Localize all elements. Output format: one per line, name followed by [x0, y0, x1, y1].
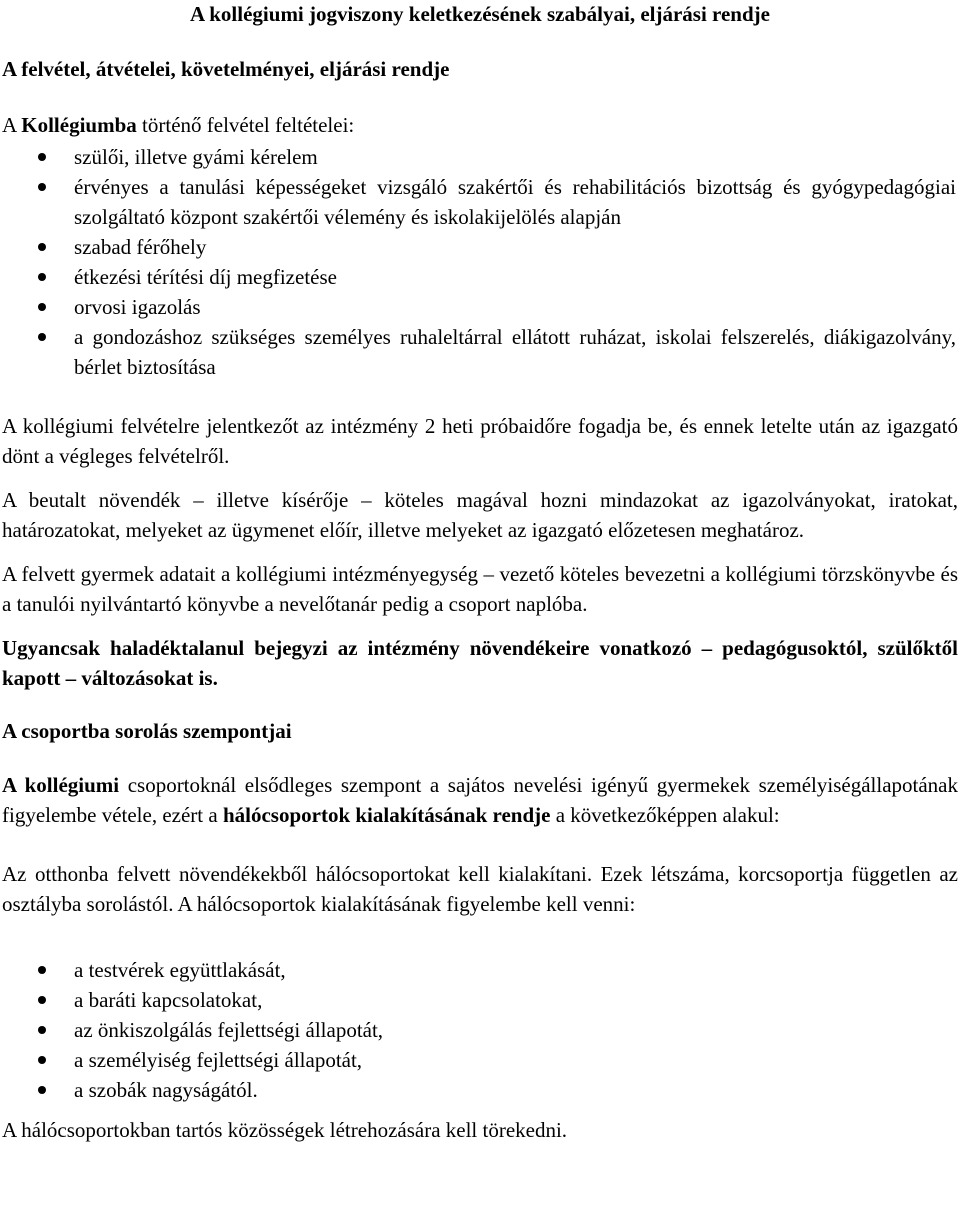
intro-suffix: történő felvétel feltételei: [136, 113, 355, 137]
bullet-icon [38, 303, 46, 311]
list-item [2, 262, 958, 292]
document-title: A kollégiumi jogviszony keletkezésének szabályai, eljárási rendje [190, 2, 770, 26]
bullet-icon [38, 966, 46, 974]
communities-paragraph: A hálócsoportokban tartós közösségek létrehozására kell törekedni. [2, 1118, 568, 1142]
list-item [2, 1015, 958, 1045]
list-item [2, 985, 958, 1015]
intro-prefix: A [2, 113, 22, 137]
list-item [2, 1045, 958, 1075]
bullet-icon [38, 183, 46, 191]
list-item [2, 955, 958, 985]
list-item-text: étkezési térítési díj megfizetése [74, 265, 337, 289]
section-heading-grouping: A csoportba sorolás szempontjai [2, 719, 292, 743]
list-item-text: a testvérek együttlakását, [74, 958, 286, 982]
list-item-text: a személyiség fejlettségi állapotát, [74, 1048, 363, 1072]
section-heading-admission: A felvétel, átvételei, követelményei, eljárási rendje [2, 57, 450, 81]
list-item-text: szabad férőhely [74, 235, 207, 259]
list-item [2, 232, 958, 262]
dorm-groups-paragraph: Az otthonba felvett növendékekből hálócsoportokat kell kialakítani. Ezek létszáma, korcsoportja független az osztályba sorolástól. A hálócsoportok kialakításának figyelembe kell venni: [2, 862, 958, 916]
changes-paragraph: Ugyancsak haladéktalanul bejegyzi az intézmény növendékeire vonatkozó – pedagógusoktól, szülőktől kapott – változásokat is. [2, 636, 958, 690]
list-item-text: az önkiszolgálás fejlettségi állapotát, [74, 1018, 384, 1042]
bullet-icon [38, 153, 46, 161]
document-page [2, 0, 958, 1145]
list-item [2, 142, 958, 172]
bullet-icon [38, 1086, 46, 1094]
bullet-icon [38, 273, 46, 281]
registry-paragraph: A felvett gyermek adatait a kollégiumi intézményegység – vezető köteles bevezetni a kollégiumi törzskönyvbe és a tanulói nyilvántartó könyvbe a nevelőtanár pedig a csoport naplóba. [2, 562, 958, 616]
grouping-bold-rule: hálócsoportok kialakításának rendje [222, 803, 551, 827]
bullet-icon [38, 1026, 46, 1034]
bullet-icon [38, 333, 46, 341]
intro-bold: Kollégiumba [21, 113, 137, 137]
list-item [2, 1075, 958, 1105]
list-item [2, 172, 958, 232]
list-item-text: érvényes a tanulási képességeket vizsgáló szakértői és rehabilitációs bizottság és gyógypedagógiai szolgáltató központ szakértői vélemény és iskolakijelölés alapján [74, 175, 956, 229]
grouping-criteria-list [2, 955, 958, 1105]
list-item [2, 322, 958, 382]
list-item-text: orvosi igazolás [74, 295, 201, 319]
grouping-intro-paragraph [2, 770, 958, 830]
grouping-text-1: csoportoknál elsődleges szempont a sajátos nevelési igényű gyermekek személyiségállapotának figyelembe vétele, ezért a [2, 773, 958, 827]
documents-paragraph: A beutalt növendék – illetve kísérője – köteles magával hozni mindazokat az igazolványokat, iratokat, határozatokat, melyeket az ügymenet előír, illetve melyeket az igazgató előzetesen meghatároz. [2, 488, 958, 542]
admission-intro [2, 111, 958, 139]
list-item-text: a baráti kapcsolatokat, [74, 988, 263, 1012]
list-item-text: a gondozáshoz szükséges személyes ruhaleltárral ellátott ruházat, iskolai felszerelés, diákigazolvány, bérlet biztosítása [74, 325, 956, 379]
bullet-icon [38, 1056, 46, 1064]
grouping-text-2: a következőképpen alakul: [550, 803, 780, 827]
list-item [2, 292, 958, 322]
trial-period-paragraph: A kollégiumi felvételre jelentkezőt az intézmény 2 heti próbaidőre fogadja be, és ennek letelte után az igazgató dönt a végleges felvételről. [2, 414, 958, 468]
bullet-icon [38, 996, 46, 1004]
admission-conditions-list [2, 142, 958, 382]
list-item-text: a szobák nagyságától. [74, 1078, 258, 1102]
bullet-icon [38, 243, 46, 251]
list-item-text: szülői, illetve gyámi kérelem [74, 145, 318, 169]
grouping-bold-lead: A kollégiumi [2, 773, 120, 797]
